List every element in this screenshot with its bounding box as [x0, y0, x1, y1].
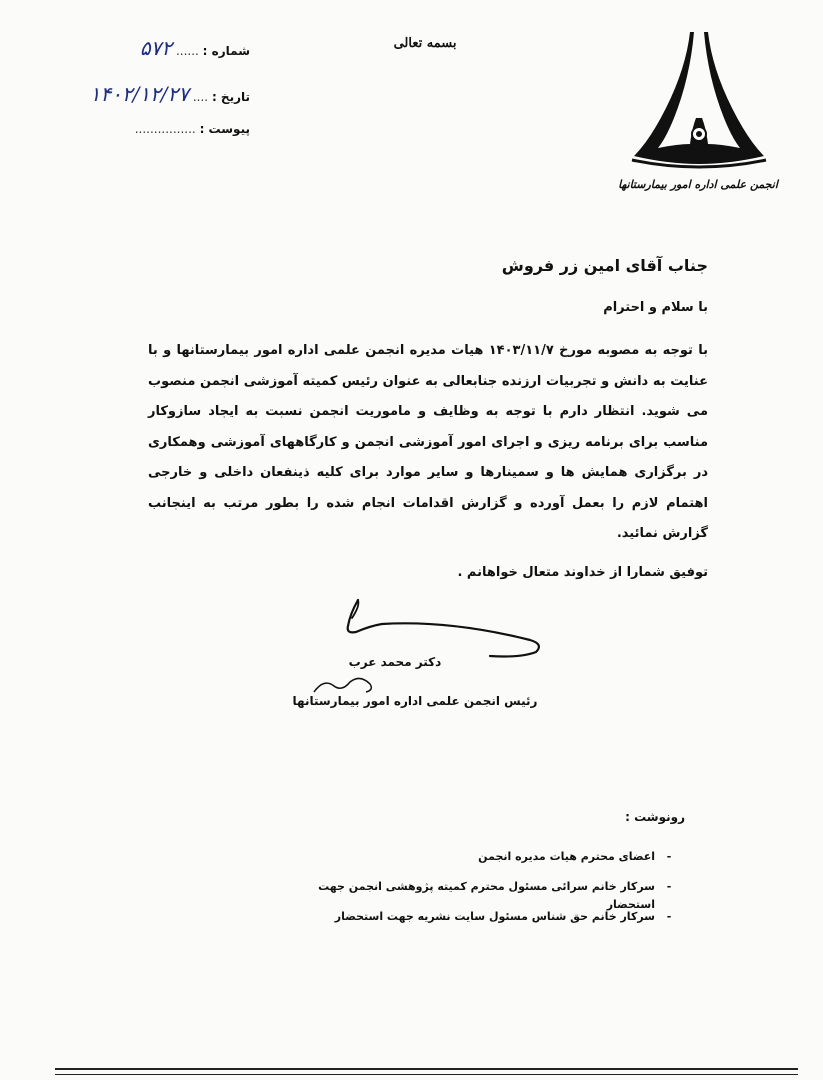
footer-rule-thin [55, 1074, 798, 1075]
date-dots: .... [192, 90, 209, 104]
number-dots: ...... [175, 44, 199, 58]
signer-title: رئیس انجمن علمی اداره امور بیمارستانها [292, 694, 538, 708]
recipient-line: جناب آقای امین زر فروش [501, 256, 708, 275]
cc-item [283, 908, 683, 938]
letter-body: با توجه به مصوبه مورخ ۱۴۰۳/۱۱/۷ هیات مدیره انجمن علمی اداره امور بیمارستانها و با عنایت به دانش و تجربیات ارزنده جنابعالی به عنوان رئیس کمیته آموزشی انجمن منصوب می شوید. انتظار دارم با توجه به وظایف و ماموریت انجمن نسبت به ایجاد سازوکار مناسب برای برنامه ریزی و اجرای امور آموزشی انجمن و کارگاههای آموزشی وهمکاری در برگزاری همایش ها و سمینارها و سایر موارد برای کلیه ذینفعان داخلی و خارجی اهتمام لازم را بعمل آورده و گزارش اقدامات انجام شده را بطور مرتب به اینجانب گزارش نمائید. [148, 343, 708, 541]
logo-caption: انجمن علمی اداره امور بیمارستانها [618, 178, 778, 191]
letter-date [60, 82, 250, 106]
number-value: ۵۷۲ [139, 36, 173, 60]
cc-text: سرکار خانم حق شناس مسئول سایت نشریه جهت استحضار [334, 910, 655, 923]
attachment-label: پیوست : [199, 122, 250, 136]
signer-name: دکتر محمد عرب [348, 655, 442, 669]
cc-item [283, 878, 683, 911]
number-label: شماره : [202, 44, 250, 58]
cc-heading: رونوشت : [625, 810, 685, 824]
date-value: ۱۴۰۲/۱۲/۲۷ [89, 82, 190, 106]
closing-line: توفیق شمارا از خداوند متعال خواهانم . [457, 565, 708, 580]
cc-text: سرکار خانم سرائی مسئول محترم کمیته پژوهشی انجمن جهت استحضار [318, 880, 655, 911]
cc-text: اعضای محترم هیات مدیره انجمن [478, 850, 655, 863]
date-label: تاریخ : [211, 90, 250, 104]
letter-number [60, 36, 250, 60]
bismillah-heading: بسمه تعالی [393, 36, 457, 51]
cc-dash: - [666, 850, 672, 863]
attachment-dots: ................ [134, 122, 196, 136]
cc-item [283, 848, 683, 878]
footer-rule [55, 1068, 798, 1070]
cc-dash: - [666, 880, 672, 893]
association-logo [628, 28, 770, 176]
greeting-line: با سلام و احترام [603, 300, 708, 315]
cc-list [283, 848, 683, 938]
letter-attachment [60, 122, 250, 136]
cc-dash: - [666, 910, 672, 923]
